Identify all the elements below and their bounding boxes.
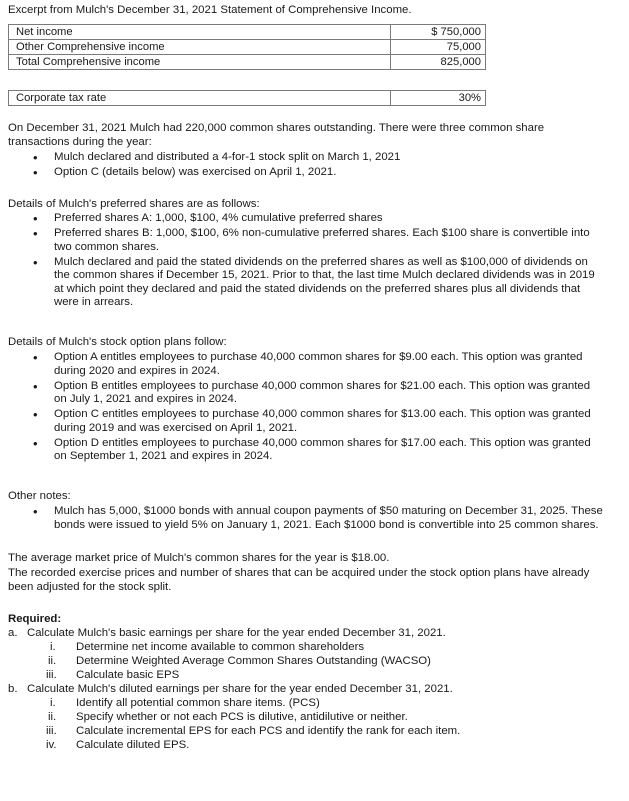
list-item: • Mulch declared and paid the stated dividends on the preferred shares as well as $100,000 of dividends on the common shares if December 15, 2021. Prior to that, the last time Mulch declared dividends was in 2019 at which point they declared and paid the stated dividends on the preferred shares plus all dividends that were in arrears. — [38, 256, 603, 310]
table-row — [9, 25, 486, 40]
list-item: • Option A entitles employees to purchase 40,000 common shares for $9.00 each. This option was granted during 2020 and expires in 2024. — [38, 351, 603, 378]
preferred-list — [38, 212, 603, 311]
subquestion-number: i. — [50, 641, 56, 653]
question-a — [8, 626, 618, 640]
question-label: b. — [8, 683, 18, 695]
table-row — [9, 91, 486, 106]
row-value: 30% — [391, 91, 486, 106]
list-item: • Option B entitles employees to purchase 40,000 common shares for $21.00 each. This option was granted on July 1, 2021 and expires in 2024. — [38, 380, 603, 407]
row-value: 75,000 — [391, 40, 486, 55]
subquestion-number: iii. — [46, 725, 57, 737]
question-label: a. — [8, 627, 18, 639]
table-row — [9, 40, 486, 55]
list-item: • Option D entitles employees to purchase 40,000 common shares for $17.00 each. This option was granted on September 1, 2021 and expires in 2024. — [38, 437, 603, 464]
subquestion-text: Identify all potential common share items. (PCS) — [76, 697, 320, 709]
subquestion — [8, 640, 618, 654]
list-item: • Option C (details below) was exercised on April 1, 2021. — [38, 166, 603, 180]
statement-caption: Excerpt from Mulch's December 31, 2021 Statement of Comprehensive Income. — [8, 4, 412, 16]
row-label: Corporate tax rate — [9, 91, 391, 106]
question-text: Calculate Mulch's diluted earnings per share for the year ended December 31, 2021. — [27, 683, 453, 695]
required-section — [8, 612, 618, 752]
market-price-note: The average market price of Mulch's common shares for the year is $18.00. — [8, 552, 390, 564]
subquestion — [8, 738, 618, 752]
other-notes-intro: Other notes: — [8, 490, 71, 502]
row-label: Other Comprehensive income — [9, 40, 391, 55]
options-intro: Details of Mulch's stock option plans follow: — [8, 336, 227, 348]
subquestion-number: iv. — [46, 739, 57, 751]
list-item: • Preferred shares A: 1,000, $100, 4% cumulative preferred shares — [38, 212, 603, 226]
subquestion-text: Specify whether or not each PCS is dilutive, antidilutive or neither. — [76, 711, 408, 723]
stock-split-note: The recorded exercise prices and number of shares that can be acquired under the stock option plans have already been adjusted for the stock split. — [8, 567, 590, 593]
shares-intro: On December 31, 2021 Mulch had 220,000 common shares outstanding. There were three common share transactions during the year: — [8, 122, 545, 148]
preferred-intro: Details of Mulch's preferred shares are as follows: — [8, 198, 260, 210]
row-value: $ 750,000 — [391, 25, 486, 40]
list-item: • Option C entitles employees to purchase 40,000 common shares for $13.00 each. This option was granted during 2019 and was exercised on April 1, 2021. — [38, 408, 603, 435]
income-table — [8, 24, 486, 70]
other-notes-list — [38, 505, 603, 534]
subquestion — [8, 710, 618, 724]
subquestion-text: Calculate incremental EPS for each PCS and identify the rank for each item. — [76, 725, 461, 737]
list-item: • Preferred shares B: 1,000, $100, 6% non-cumulative preferred shares. Each $100 share is convertible into two common shares. — [38, 227, 603, 254]
subquestion-text: Determine Weighted Average Common Shares Outstanding (WACSO) — [76, 655, 431, 667]
subquestion-text: Calculate basic EPS — [76, 669, 180, 681]
subquestion-number: ii. — [48, 711, 57, 723]
row-label: Total Comprehensive income — [9, 55, 391, 70]
subquestion-number: iii. — [46, 669, 57, 681]
list-item: • Mulch has 5,000, $1000 bonds with annual coupon payments of $50 maturing on December 31, 2025. These bonds were issued to yield 5% on January 1, 2021. Each $1000 bond is convertible into 25 common shares. — [38, 505, 603, 532]
subquestion-number: i. — [50, 697, 56, 709]
required-title: Required: — [8, 613, 62, 625]
tax-rate-table — [8, 90, 486, 106]
shares-list — [38, 151, 603, 181]
options-list — [38, 351, 603, 465]
subquestion — [8, 654, 618, 668]
row-label: Net income — [9, 25, 391, 40]
subquestion — [8, 668, 618, 682]
subquestion-text: Determine net income available to common shareholders — [76, 641, 365, 653]
subquestion — [8, 724, 618, 738]
subquestion — [8, 696, 618, 710]
subquestion-text: Calculate diluted EPS. — [76, 739, 190, 751]
question-text: Calculate Mulch's basic earnings per share for the year ended December 31, 2021. — [27, 627, 446, 639]
question-b — [8, 682, 618, 696]
list-item: • Mulch declared and distributed a 4-for-1 stock split on March 1, 2021 — [38, 151, 603, 165]
subquestion-number: ii. — [48, 655, 57, 667]
table-row — [9, 55, 486, 70]
row-value: 825,000 — [391, 55, 486, 70]
